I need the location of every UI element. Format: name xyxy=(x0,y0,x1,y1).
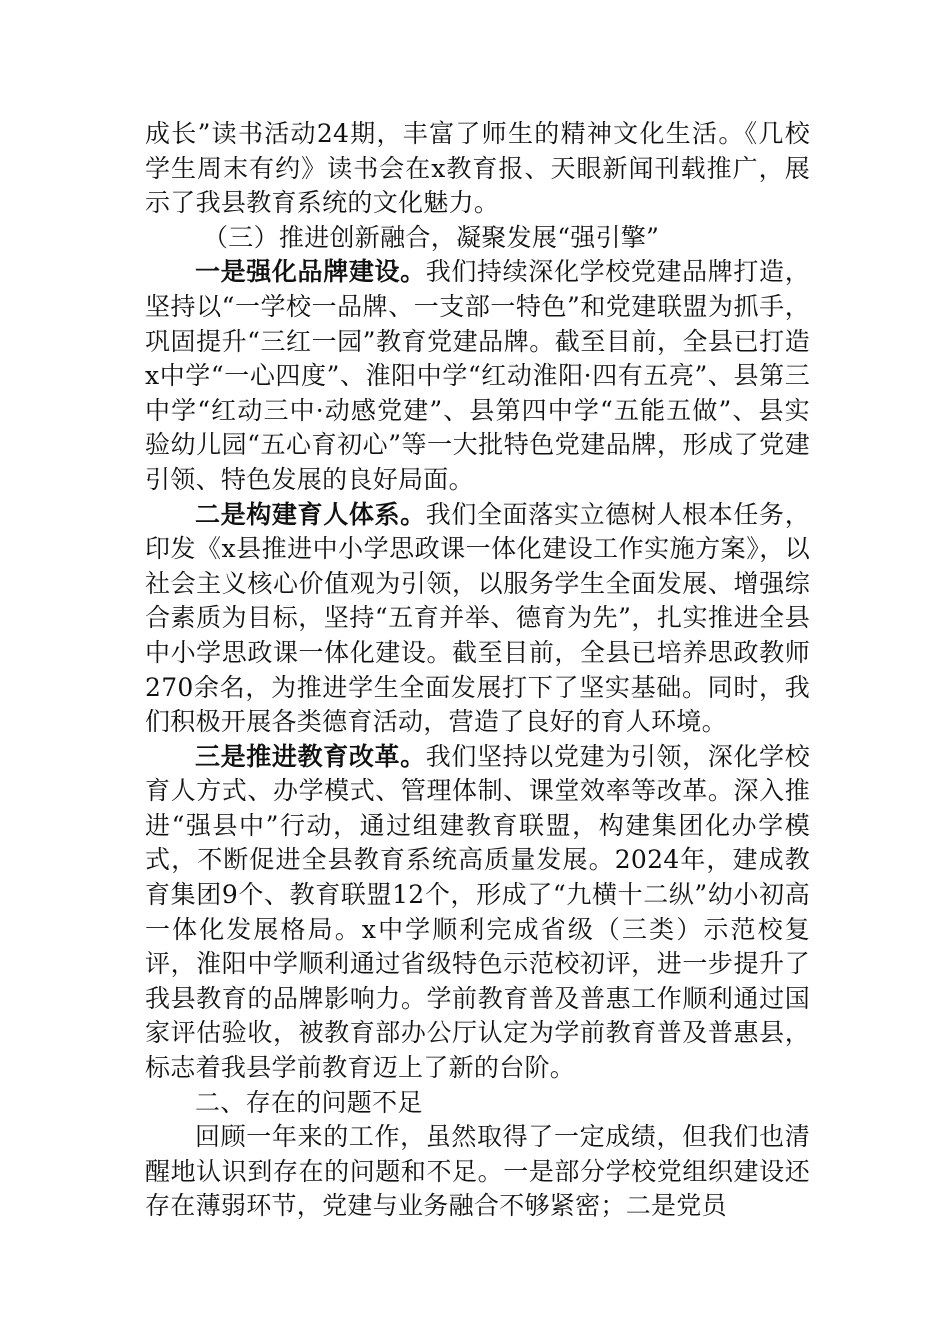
section-heading-text: 二、存在的问题不足 xyxy=(195,1087,423,1117)
paragraph-brand-building xyxy=(145,255,810,497)
section-heading-text: （三）推进创新融合，凝聚发展“强引擎” xyxy=(203,222,660,252)
document-body xyxy=(145,117,810,1224)
paragraph-text: 回顾一年来的工作，虽然取得了一定成绩，但我们也清醒地认识到存在的问题和不足。一是部分学校党组织建设还存在薄弱环节，党建与业务融合不够紧密；二是党员 xyxy=(145,1122,810,1221)
paragraph-text: 成长”读书活动24期，丰富了师生的精神文化生活。《几校学生周末有约》读书会在x教育报、天眼新闻刊载推广，展示了我县教育系统的文化魅力。 xyxy=(145,119,810,218)
paragraph-lead: 二是构建育人体系。 xyxy=(195,499,426,529)
section-heading-problems xyxy=(145,1086,810,1121)
section-heading-innovation xyxy=(145,221,810,256)
paragraph-text: 我们坚持以党建为引领，深化学校育人方式、办学模式、管理体制、课堂效率等改革。深入推进“强县中”行动，通过组建教育联盟，构建集团化办学模式，不断促进全县教育系统高质量发展。2024年，建成教育集团9个、教育联盟12个，形成了“九横十二纵”幼小初高一体化发展格局。x中学顺利完成省级（三类）示范校复评，淮阳中学顺利通过省级特色示范校初评，进一步提升了我县教育的品牌影响力。学前教育普及普惠工作顺利通过国家评估验收，被教育部办公厅认定为学前教育普及普惠县，标志着我县学前教育迈上了新的台阶。 xyxy=(145,741,810,1083)
paragraph-education-system xyxy=(145,498,810,740)
paragraph-review xyxy=(145,1120,810,1224)
paragraph-lead: 一是强化品牌建设。 xyxy=(195,257,426,287)
paragraph-lead: 三是推进教育改革。 xyxy=(195,741,426,771)
paragraph-text: 我们持续深化学校党建品牌打造，坚持以“一学校一品牌、一支部一特色”和党建联盟为抓手，巩固提升“三红一园”教育党建品牌。截至目前，全县已打造x中学“一心四度”、淮阳中学“红动淮阳·四有五亮”、县第三中学“红动三中·动感党建”、县第四中学“五能五做”、县实验幼儿园“五心育初心”等一大批特色党建品牌，形成了党建引领、特色发展的良好局面。 xyxy=(145,257,810,494)
paragraph-reading-activities xyxy=(145,117,810,221)
paragraph-text: 我们全面落实立德树人根本任务，印发《x县推进中小学思政课一体化建设工作实施方案》，以社会主义核心价值观为引领，以服务学生全面发展、增强综合素质为目标，坚持“五育并举、德育为先”，扎实推进全县中小学思政课一体化建设。截至目前，全县已培养思政教师270余名，为推进学生全面发展打下了坚实基础。同时，我们积极开展各类德育活动，营造了良好的育人环境。 xyxy=(145,499,810,737)
paragraph-education-reform xyxy=(145,740,810,1086)
